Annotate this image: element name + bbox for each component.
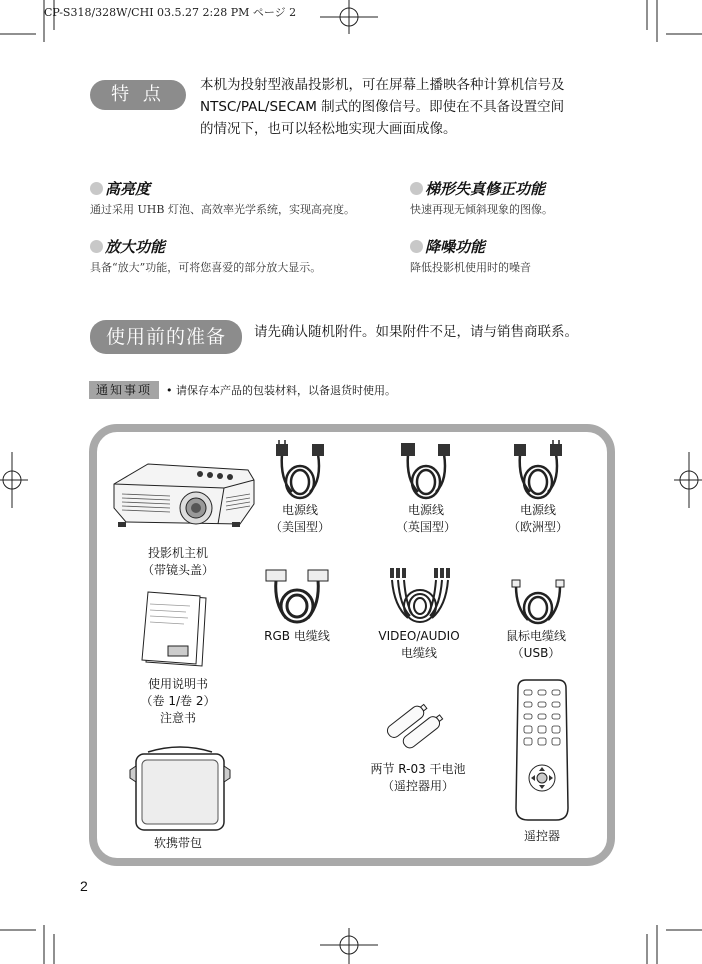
projector-label [128, 545, 228, 579]
power-eu-line-1: 电源线 [519, 503, 556, 517]
mouse-cable-icon [508, 578, 568, 626]
rgb-cable-icon [262, 566, 332, 626]
power-eu-line-2: （欧洲型） [507, 520, 568, 534]
feature-title: 降噪功能 [425, 238, 486, 256]
batteries-label [360, 761, 476, 795]
power-cord-us-icon [270, 440, 330, 502]
intro-line-3: 的情况下，也可以轻松地实现大画面成像。 [200, 121, 457, 137]
feature-title: 梯形失真修正功能 [425, 180, 546, 198]
mouse-cable-line-1: 鼠标电缆线 [505, 629, 566, 643]
av-cable-icon [384, 566, 456, 626]
remote-control-icon [512, 678, 572, 822]
notice-text: • 请保存本产品的包装材料，以备退货时使用。 [166, 384, 396, 397]
av-cable-line-1: VIDEO/AUDIO [378, 629, 460, 643]
features-intro [200, 74, 565, 140]
remote-control-label: 遥控器 [523, 829, 560, 843]
av-cable-label [369, 628, 469, 662]
power-cord-uk-icon [396, 440, 456, 502]
manual-line-3: 注意书 [159, 711, 196, 725]
soft-bag-icon [126, 742, 234, 834]
power-cord-eu-label [488, 502, 588, 536]
notice-tag: 通知事项 [89, 381, 159, 399]
power-uk-line-2: （英国型） [395, 520, 456, 534]
feature-title: 高亮度 [105, 180, 151, 198]
power-cord-us-label [250, 502, 350, 536]
page-number: 2 [80, 878, 88, 894]
user-manual-label [128, 676, 228, 727]
power-us-line-2: （美国型） [269, 520, 330, 534]
projector-icon [108, 458, 258, 530]
feature-brightness [90, 178, 355, 217]
user-manual-icon [140, 590, 220, 670]
bullet-dot [90, 240, 103, 253]
feature-desc: 具备“放大”功能，可将您喜爱的部分放大显示。 [90, 261, 322, 274]
feature-desc: 降低投影机使用时的噪音 [410, 261, 531, 274]
bullet-dot [410, 240, 423, 253]
bullet-dot [410, 182, 423, 195]
print-slug: CP-S318/328W/CHI 03.5.27 2:28 PM ページ 2 [44, 6, 297, 19]
soft-bag-label: 软携带包 [153, 836, 202, 850]
mouse-cable-label [486, 628, 586, 662]
batteries-icon [386, 700, 446, 754]
features-tag: 特 点 [90, 80, 186, 110]
mouse-cable-line-2: （USB） [511, 646, 561, 660]
feature-title: 放大功能 [105, 238, 166, 256]
av-cable-line-2: 电缆线 [400, 646, 437, 660]
power-cord-uk-label [376, 502, 476, 536]
feature-magnify [90, 236, 321, 275]
intro-line-1: 本机为投射型液晶投影机，可在屏幕上播映各种计算机信号及 [200, 77, 565, 93]
feature-desc: 快速再现无倾斜现象的图像。 [410, 203, 553, 216]
feature-noise [410, 236, 531, 275]
intro-line-2: NTSC/PAL/SECAM 制式的图像信号。即使在不具备设置空间 [200, 99, 565, 115]
preparation-text: 请先确认随机附件。如果附件不足，请与销售商联系。 [254, 324, 578, 340]
manual-line-2: （卷 1/卷 2） [140, 694, 216, 708]
projector-label-line-1: 投影机主机 [147, 546, 208, 560]
power-uk-line-1: 电源线 [407, 503, 444, 517]
power-cord-eu-icon [508, 440, 568, 502]
batteries-line-1: 两节 R-03 干电池 [370, 762, 466, 776]
power-us-line-1: 电源线 [281, 503, 318, 517]
preparation-tag: 使用前的准备 [90, 320, 242, 354]
manual-line-1: 使用说明书 [147, 677, 208, 691]
feature-keystone [410, 178, 553, 217]
batteries-line-2: （遥控器用） [381, 779, 454, 793]
rgb-cable-label: RGB 电缆线 [264, 629, 330, 643]
bullet-dot [90, 182, 103, 195]
feature-desc: 通过采用 UHB 灯泡、高效率光学系统，实现高亮度。 [90, 203, 355, 216]
projector-label-line-2: （带镜头盖） [141, 563, 214, 577]
